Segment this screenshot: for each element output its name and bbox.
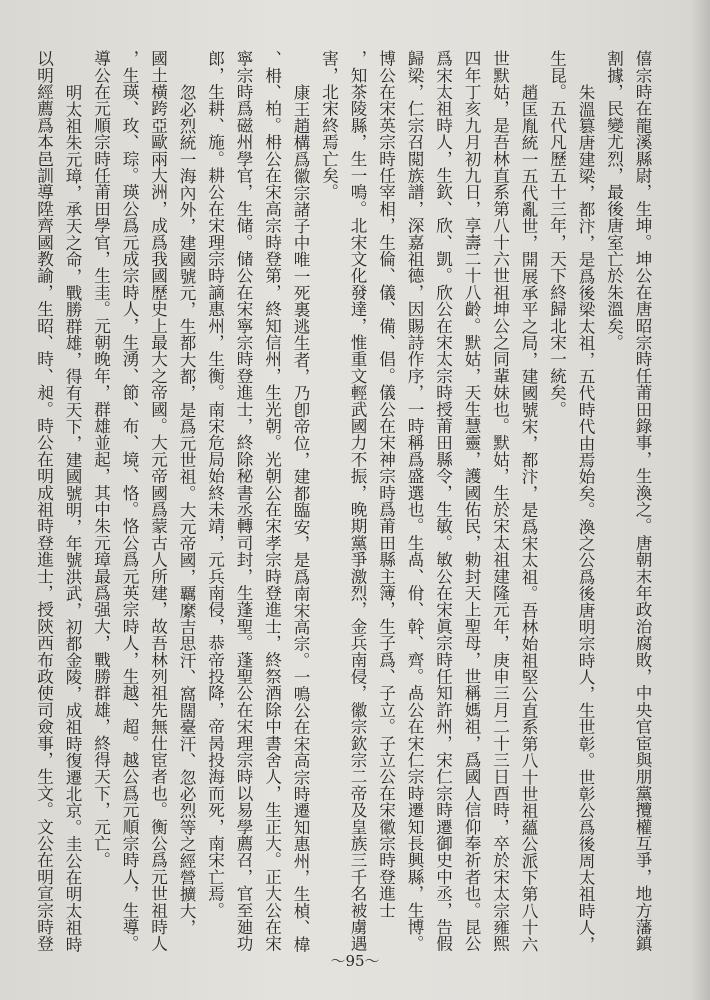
text-column: 割據，民變尤烈，最後唐室亡於朱溫矣。 (604, 50, 624, 351)
text-column: 導公在元順宗時任莆田學官，生圭。元朝晚年，群雄並起，其中朱元璋最爲强大，戰勝群雄，終得天下，元亡。 (91, 50, 111, 869)
text-column: 歸梁，仁宗召閲族譜，深嘉祖德，因賜詩作序，一時稱爲盛選也。生卨、佾、幹、齊。卨公在宋仁宗時遷知長興縣，生博。 (405, 50, 424, 952)
text-column: 四年丁亥九月初九日，享壽二十八齡。默姑，天生慧靈，護國佑民，勅封天上聖母，世稱媽祖，爲國人信仰奉祈者也。昆公 (462, 50, 481, 952)
text-column: 朱溫篡唐建梁，都汴，是爲後梁太祖，五代時代由焉始矣。渙之公爲後唐明宗時人，生世彰。世彰公爲後周太祖時人， (576, 84, 595, 953)
text-column: 忽必烈統一海內外，建國號元，生都大都，是爲元世祖。大元帝國，覊縻吉思汗、窩闊臺汗、忽必烈等之經營擴大， (177, 84, 196, 936)
text-column: 世默姑，是吾林直系第八十六世祖坤公之同輩妹也。默姑，生於宋太祖建隆元年，庚申三月二十三日酉時，卒於宋太宗雍熙 (490, 50, 510, 952)
text-column: 博公在宋英宗時任宰相，生倫、儀、備、倡。儀公在宋神宗時爲莆田縣主簿，生子爲、子立。子立公在宋徽宗時登進士 (376, 50, 396, 919)
text-column: 爲宋太祖時人，生欽、欣、凱。欣公在宋太宗時授莆田縣令，生敏。敏公在宋眞宗時任知許州，宋仁宗時遷御史中丞，告假 (433, 50, 453, 952)
text-column: 害，北宋終焉亡矣。 (319, 50, 339, 201)
vertical-text-body (34, 50, 656, 953)
page-binding-shadow (690, 0, 710, 1000)
text-column: 僖宗時在龍溪縣尉，生坤。坤公在唐昭宗時任莆田錄事，生渙之。唐朝末年政治腐敗，中央官宦與朋黨攬權互爭，地方藩鎮 (633, 50, 652, 952)
text-column: 生昆。五代凡歷五十三年，天下終歸北宋一統矣。 (547, 50, 567, 418)
text-column: 明太祖朱元璋，承天之命，戰勝群雄，得有天下，建國號明，年號洪武，初都金陵，成祖時復遷北京。圭公在明太祖時 (63, 84, 82, 953)
text-column: 寧宗時爲磁州學官，生储。储公在宋寧宗時登進士，終除秘書丞轉司封，生蓬聖。蓬聖公在宋理宗時以易學薦召，官至廸功 (234, 50, 253, 952)
text-column: 以明經薦爲本邑訓導陞齊國教諭，生昭、時、昶。時公在明成祖時登進士，授陝西布政使司僉事，生文。文公在明宣宗時登 (34, 50, 54, 952)
text-column: 康王趙構爲徽宗諸子中唯一死裏逃生者，乃卽帝位，建都臨安，是爲南宋高宗。一鳴公在宋高宗時遷知惠州，生楨、椲 (291, 84, 310, 953)
page-number: ～95～ (330, 952, 380, 970)
text-column: 郎，生耕、施。耕公在宋理宗時謫惠州，生衡。南宋危局始終未靖，元兵南侵，恭帝投降，帝昺投海而死，南宋亡焉。 (205, 50, 225, 919)
text-column: 、枏、柏。枏公在宋高宗時登第，終知信州，生光朝。光朝公在宋孝宗時登進士，終祭酒除中書舍人，生正大。正大公在宋 (262, 50, 282, 952)
text-column: 趙匡胤統一五代亂世，開展承平之局，建國號宋，都汴，是爲宋太祖。吾林始祖堅公直系第八十世祖蘊公派下第八十六 (519, 84, 538, 953)
text-column: 國土橫跨亞歐兩大洲，成爲我國歷史上最大之帝國。大元帝國爲蒙古人所建，故吾林列祖先無仕宦者也。衡公爲元世祖時人 (148, 50, 168, 952)
text-column: ，生瑛、玫、琮。瑛公爲元成宗時人，生湧、節、布、境、恪。恪公爲元英宗時人，生越、超。越公爲元順宗時人，生導。 (120, 50, 139, 952)
text-column: ，知茶陵縣，生一鳴。北宋文化發達，惟重文輕武國力不振，晚期黨爭激烈，金兵南侵，徽宗欽宗二帝及皇族三千名被虜遇 (348, 50, 367, 952)
